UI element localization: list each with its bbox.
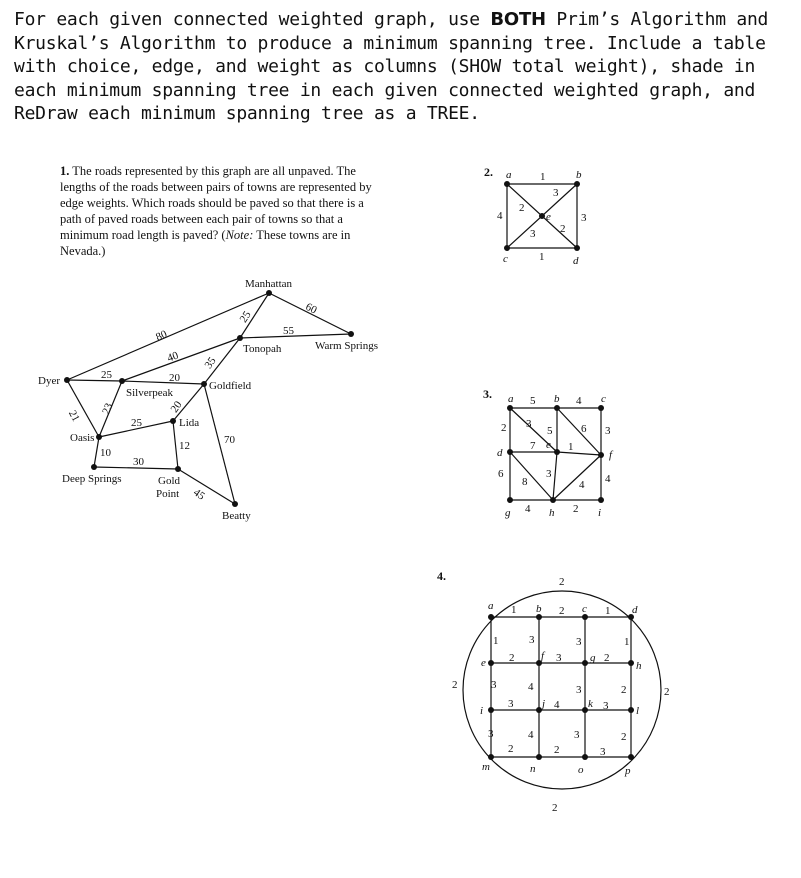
problem1-number: 1. [60, 164, 70, 178]
label-b: b [554, 393, 560, 405]
node-goldfield [201, 381, 207, 387]
label-f: f [541, 650, 545, 662]
weight-goldfield-beatty: 70 [224, 434, 235, 446]
weight-goldpoint-beatty: 45 [191, 486, 207, 503]
label-gold-point-line1: Gold [158, 475, 180, 487]
weight-m-n: 2 [508, 743, 514, 755]
weight-o-p: 3 [600, 746, 606, 758]
weight-i-j: 3 [508, 698, 514, 710]
node-gold-point [175, 466, 181, 472]
node-e [554, 449, 560, 455]
weight-lida-goldpoint: 12 [179, 440, 190, 452]
label-l: l [636, 705, 640, 717]
label-e: e [481, 657, 486, 669]
weight-deepsprings-goldpoint: 30 [133, 456, 144, 468]
weight-b-e: 5 [547, 425, 553, 437]
label-o: o [578, 764, 584, 776]
problem3-graph [483, 387, 614, 519]
weight-e-h: 3 [546, 468, 552, 480]
weight-e-f: 2 [509, 652, 515, 664]
weight-manhattan-tonopah: 25 [237, 309, 254, 325]
node-e [488, 660, 494, 666]
label-f: f [609, 449, 613, 461]
weight-a-b: 1 [540, 171, 546, 183]
weight-d-h: 8 [522, 476, 528, 488]
problem4-number: 4. [437, 569, 446, 583]
node-dyer [64, 377, 70, 383]
label-m: m [482, 761, 490, 773]
problem4-graph [437, 569, 670, 814]
label-d: d [573, 255, 579, 267]
weight-j-n: 4 [528, 729, 534, 741]
node-c [598, 405, 604, 411]
weight-g-h: 4 [525, 503, 531, 515]
weight-a-e: 1 [493, 635, 499, 647]
node-manhattan [266, 290, 272, 296]
node-a [488, 614, 494, 620]
weight-g-h: 2 [604, 652, 610, 664]
weight-b-d: 3 [581, 212, 587, 224]
label-b: b [536, 603, 542, 615]
problem1-graph [38, 278, 378, 522]
label-j: j [542, 698, 546, 710]
node-e [539, 213, 545, 219]
node-beatty [232, 501, 238, 507]
label-g: g [590, 652, 596, 664]
edge-tonopah-warmsprings [240, 334, 351, 338]
label-beatty: Beatty [222, 510, 251, 522]
node-d [507, 449, 513, 455]
label-i: i [598, 507, 602, 519]
weight-d-e: 7 [530, 440, 536, 452]
weight-b-f: 6 [581, 423, 587, 435]
weight-c-d: 1 [539, 251, 545, 263]
problem1-note-label: Note: [225, 228, 254, 242]
node-i [488, 707, 494, 713]
edge-b-f [557, 408, 601, 455]
node-oasis [96, 434, 102, 440]
weight-b-c: 2 [559, 605, 565, 617]
instructions-part2: Prim’s Algorithm and Kruskal’s Algorithm to produce a minimum spanning tree. Include a table with choice, edge, and weight as columns (SHOW total weight), shade in each minimum spanning tree in each given connected weighted graph, and ReDraw each minimum spanning tree as a TREE. [14, 9, 769, 124]
weight-h-l: 2 [621, 684, 627, 696]
weight-tonopah-warmsprings: 55 [283, 325, 294, 337]
weight-a-b: 1 [511, 604, 517, 616]
weight-dyer-silverpeak: 25 [101, 369, 112, 381]
weight-outer-top: 2 [559, 576, 565, 588]
edge-lida-goldpoint [173, 421, 178, 469]
node-silverpeak [119, 378, 125, 384]
weight-k-l: 3 [603, 700, 609, 712]
weight-silverpeak-tonopah: 40 [165, 349, 181, 365]
weight-a-d: 2 [501, 422, 507, 434]
node-b [554, 405, 560, 411]
node-warm-springs [348, 331, 354, 337]
instructions-part1: For each given connected weighted graph, use [14, 9, 491, 30]
edge-dyer-silverpeak [67, 380, 122, 381]
label-g: g [505, 507, 511, 519]
label-i: i [480, 705, 484, 717]
weight-goldfield-lida: 20 [168, 399, 185, 415]
label-lida: Lida [179, 417, 200, 429]
problem1-body: The roads represented by this graph are all unpaved. The lengths of the roads between pairs of towns are represented by edge weights. Which roads should be paved so that there is a path of paved roads between each pair of towns so that a minimum road length is paved? ( [60, 164, 372, 242]
label-n: n [530, 763, 536, 775]
weight-g-k: 3 [576, 684, 582, 696]
weight-dyer-oasis: 21 [66, 408, 82, 424]
weight-b-f: 3 [529, 634, 535, 646]
node-c [504, 245, 510, 251]
label-a: a [506, 169, 512, 181]
weight-e-f: 1 [568, 441, 574, 453]
problem2-number: 2. [484, 165, 493, 179]
label-d: d [632, 604, 638, 616]
label-dyer: Dyer [38, 375, 60, 387]
weight-dyer-manhattan: 80 [154, 328, 169, 344]
edge-silverpeak-goldfield [122, 381, 204, 384]
label-deep-springs: Deep Springs [62, 473, 122, 485]
node-g [582, 660, 588, 666]
weight-d-h: 1 [624, 636, 630, 648]
label-manhattan: Manhattan [245, 278, 293, 290]
weight-f-j: 4 [528, 681, 534, 693]
weight-c-g: 3 [576, 636, 582, 648]
label-a: a [508, 393, 514, 405]
label-warm-springs: Warm Springs [315, 340, 378, 352]
node-a [507, 405, 513, 411]
weight-k-o: 3 [574, 729, 580, 741]
node-deep-springs [91, 464, 97, 470]
label-c: c [601, 393, 606, 405]
label-oasis: Oasis [70, 432, 95, 444]
weight-a-e: 2 [519, 202, 525, 214]
weight-b-e: 3 [553, 187, 559, 199]
weight-silverpeak-oasis: 23 [100, 401, 116, 417]
weight-h-i: 2 [573, 503, 579, 515]
node-h [628, 660, 634, 666]
weight-a-b: 5 [530, 395, 536, 407]
weight-l-p: 2 [621, 731, 627, 743]
weight-f-h: 4 [579, 479, 585, 491]
edge-f-h [553, 455, 601, 500]
weight-e-i: 3 [491, 679, 497, 691]
node-o [582, 754, 588, 760]
node-lida [170, 418, 176, 424]
label-gold-point-line2: Point [156, 488, 180, 500]
node-f [598, 452, 604, 458]
label-silverpeak: Silverpeak [126, 387, 174, 399]
node-g [507, 497, 513, 503]
label-goldfield: Goldfield [209, 380, 252, 392]
node-i [598, 497, 604, 503]
weight-outer-left: 2 [452, 679, 458, 691]
label-k: k [588, 698, 593, 710]
weight-outer-right: 2 [664, 686, 670, 698]
label-p: p [625, 765, 631, 777]
problem2-graph [484, 165, 587, 267]
node-n [536, 754, 542, 760]
label-c: c [503, 253, 508, 265]
weight-oasis-lida: 25 [131, 417, 142, 429]
edge-goldpoint-beatty [178, 469, 235, 504]
label-e: e [546, 211, 551, 223]
label-c: c [582, 603, 587, 615]
node-h [550, 497, 556, 503]
node-tonopah [237, 335, 243, 341]
weight-i-m: 3 [488, 728, 494, 740]
weight-f-g: 3 [556, 652, 562, 664]
edge-dyer-oasis [67, 380, 99, 437]
weight-c-f: 3 [605, 425, 611, 437]
weight-a-c: 4 [497, 210, 503, 222]
problem3-number: 3. [483, 387, 492, 401]
node-m [488, 754, 494, 760]
label-d: d [497, 447, 503, 459]
label-h: h [636, 660, 642, 672]
weight-outer-bottom: 2 [552, 802, 558, 814]
weight-f-i: 4 [605, 473, 611, 485]
edge-silverpeak-tonopah [122, 338, 240, 381]
node-l [628, 707, 634, 713]
edge-e-h [553, 452, 557, 500]
weight-silverpeak-goldfield: 20 [169, 372, 180, 384]
label-h: h [549, 507, 555, 519]
weight-e-d: 2 [560, 223, 566, 235]
weight-b-c: 4 [576, 395, 582, 407]
weight-n-o: 2 [554, 744, 560, 756]
label-tonopah: Tonopah [243, 343, 282, 355]
weight-d-g: 6 [498, 468, 504, 480]
weight-tonopah-goldfield: 35 [202, 355, 219, 371]
label-a: a [488, 600, 494, 612]
edge-oasis-deepsprings [94, 437, 99, 467]
instructions-bold: BOTH [490, 9, 546, 30]
weight-manhattan-warmsprings: 60 [303, 300, 319, 317]
node-b [574, 181, 580, 187]
problem1-note-text: These towns are in Nevada.) [60, 228, 351, 258]
weight-j-k: 4 [554, 699, 560, 711]
label-e: e [546, 439, 551, 451]
weight-c-d: 1 [605, 605, 611, 617]
node-d [574, 245, 580, 251]
weight-a-e: 3 [526, 418, 532, 430]
node-p [628, 754, 634, 760]
node-a [504, 181, 510, 187]
label-b: b [576, 169, 582, 181]
edge-e-f [557, 452, 601, 455]
weight-oasis-deepsprings: 10 [100, 447, 111, 459]
weight-e-c: 3 [530, 228, 536, 240]
